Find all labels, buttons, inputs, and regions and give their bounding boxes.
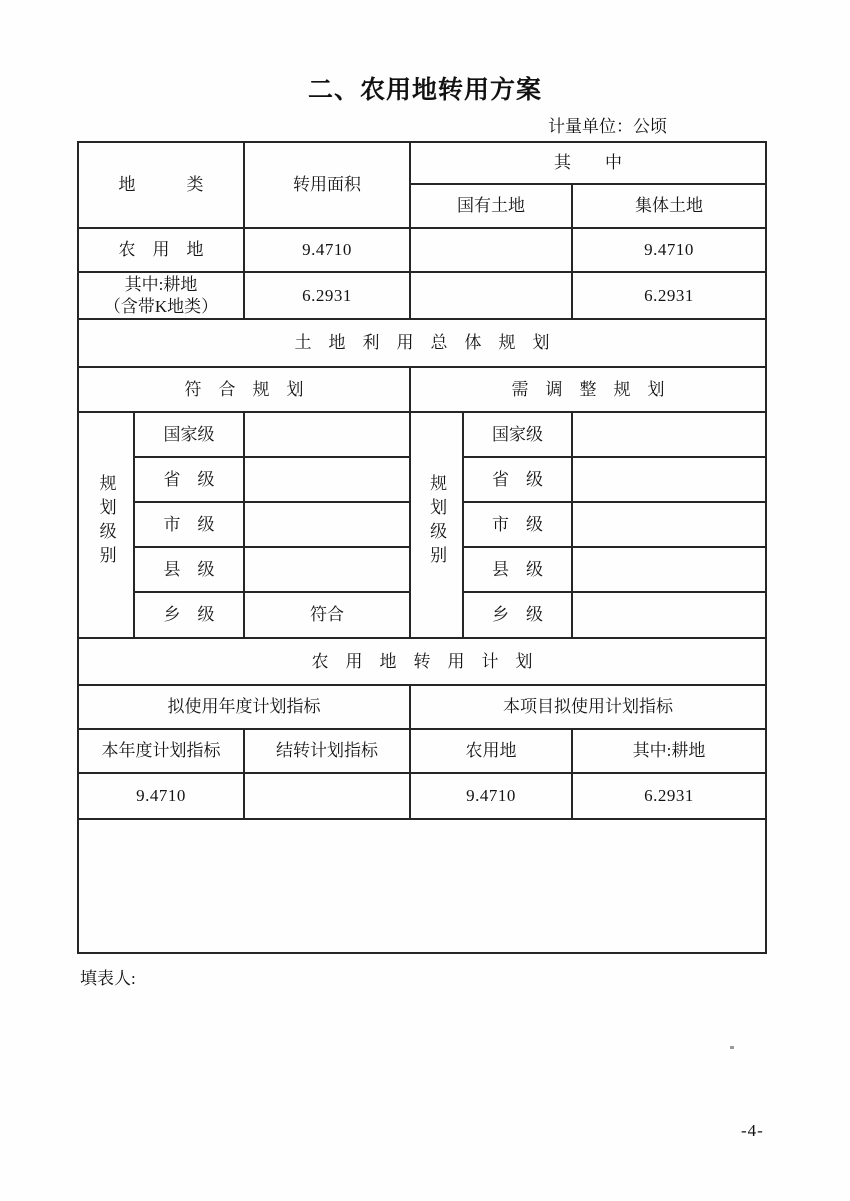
- compliant-value: [244, 412, 410, 457]
- table-row: [78, 272, 766, 319]
- row-label: [78, 272, 244, 319]
- planning-section-title: 土 地 利 用 总 体 规 划: [78, 319, 766, 367]
- header-conversion-area: 转用面积: [244, 142, 410, 228]
- table-row: [78, 228, 766, 272]
- plan-value: 9.4710: [410, 773, 572, 819]
- level-label: 市 级: [134, 502, 244, 547]
- level-label: 国家级: [134, 412, 244, 457]
- adjust-value: [572, 592, 766, 638]
- state-owned-value: [410, 272, 572, 319]
- collective-value: 6.2931: [572, 272, 766, 319]
- planning-level-group-label: 规划级别: [96, 474, 116, 571]
- plan-value: 6.2931: [572, 773, 766, 819]
- page-title: 二、农用地转用方案: [307, 76, 542, 104]
- plan-col-header: 农用地: [410, 729, 572, 773]
- planning-level-row: [78, 412, 766, 457]
- empty-remarks-cell: [78, 819, 766, 953]
- adjust-value: [572, 502, 766, 547]
- area-value: 9.4710: [244, 228, 410, 272]
- plan-values-row: [78, 773, 766, 819]
- plan-value: [244, 773, 410, 819]
- header-state-owned: 国有土地: [410, 184, 572, 228]
- row-label-line2: （含带K地类）: [103, 296, 219, 316]
- state-owned-value: [410, 228, 572, 272]
- collective-value: 9.4710: [572, 228, 766, 272]
- compliant-planning-header: 符 合 规 划: [78, 367, 410, 412]
- land-conversion-table: [77, 141, 767, 954]
- adjust-value: [572, 457, 766, 502]
- form-filler-label: 填表人:: [80, 969, 136, 988]
- compliant-value: [244, 457, 410, 502]
- compliant-value: 符合: [244, 592, 410, 638]
- row-label: 农 用 地: [78, 228, 244, 272]
- adjust-value: [572, 412, 766, 457]
- level-label: 省 级: [134, 457, 244, 502]
- adjust-planning-header: 需 调 整 规 划: [410, 367, 766, 412]
- planning-level-group-left: [78, 412, 134, 638]
- project-plan-header: 本项目拟使用计划指标: [410, 685, 766, 729]
- header-of-which: 其 中: [410, 142, 766, 184]
- compliant-value: [244, 547, 410, 592]
- page-number: -4-: [741, 1121, 764, 1140]
- plan-col-header: 其中:耕地: [572, 729, 766, 773]
- level-label: 省 级: [463, 457, 572, 502]
- plan-col-header: 本年度计划指标: [78, 729, 244, 773]
- area-value: 6.2931: [244, 272, 410, 319]
- plan-col-header: 结转计划指标: [244, 729, 410, 773]
- annual-plan-header: 拟使用年度计划指标: [78, 685, 410, 729]
- compliant-value: [244, 502, 410, 547]
- level-label: 乡 级: [134, 592, 244, 638]
- planning-level-group-right: [410, 412, 463, 638]
- scan-speck: [730, 1046, 734, 1049]
- level-label: 市 级: [463, 502, 572, 547]
- conversion-plan-section-title: 农 用 地 转 用 计 划: [78, 638, 766, 685]
- level-label: 县 级: [463, 547, 572, 592]
- row-label-line1: 其中:耕地: [124, 275, 198, 295]
- level-label: 县 级: [134, 547, 244, 592]
- level-label: 乡 级: [463, 592, 572, 638]
- unit-note: 计量单位：公顷: [548, 117, 667, 136]
- header-land-type: 地 类: [78, 142, 244, 228]
- planning-level-group-label: 规划级别: [427, 474, 447, 571]
- adjust-value: [572, 547, 766, 592]
- level-label: 国家级: [463, 412, 572, 457]
- plan-value: 9.4710: [78, 773, 244, 819]
- header-collective: 集体土地: [572, 184, 766, 228]
